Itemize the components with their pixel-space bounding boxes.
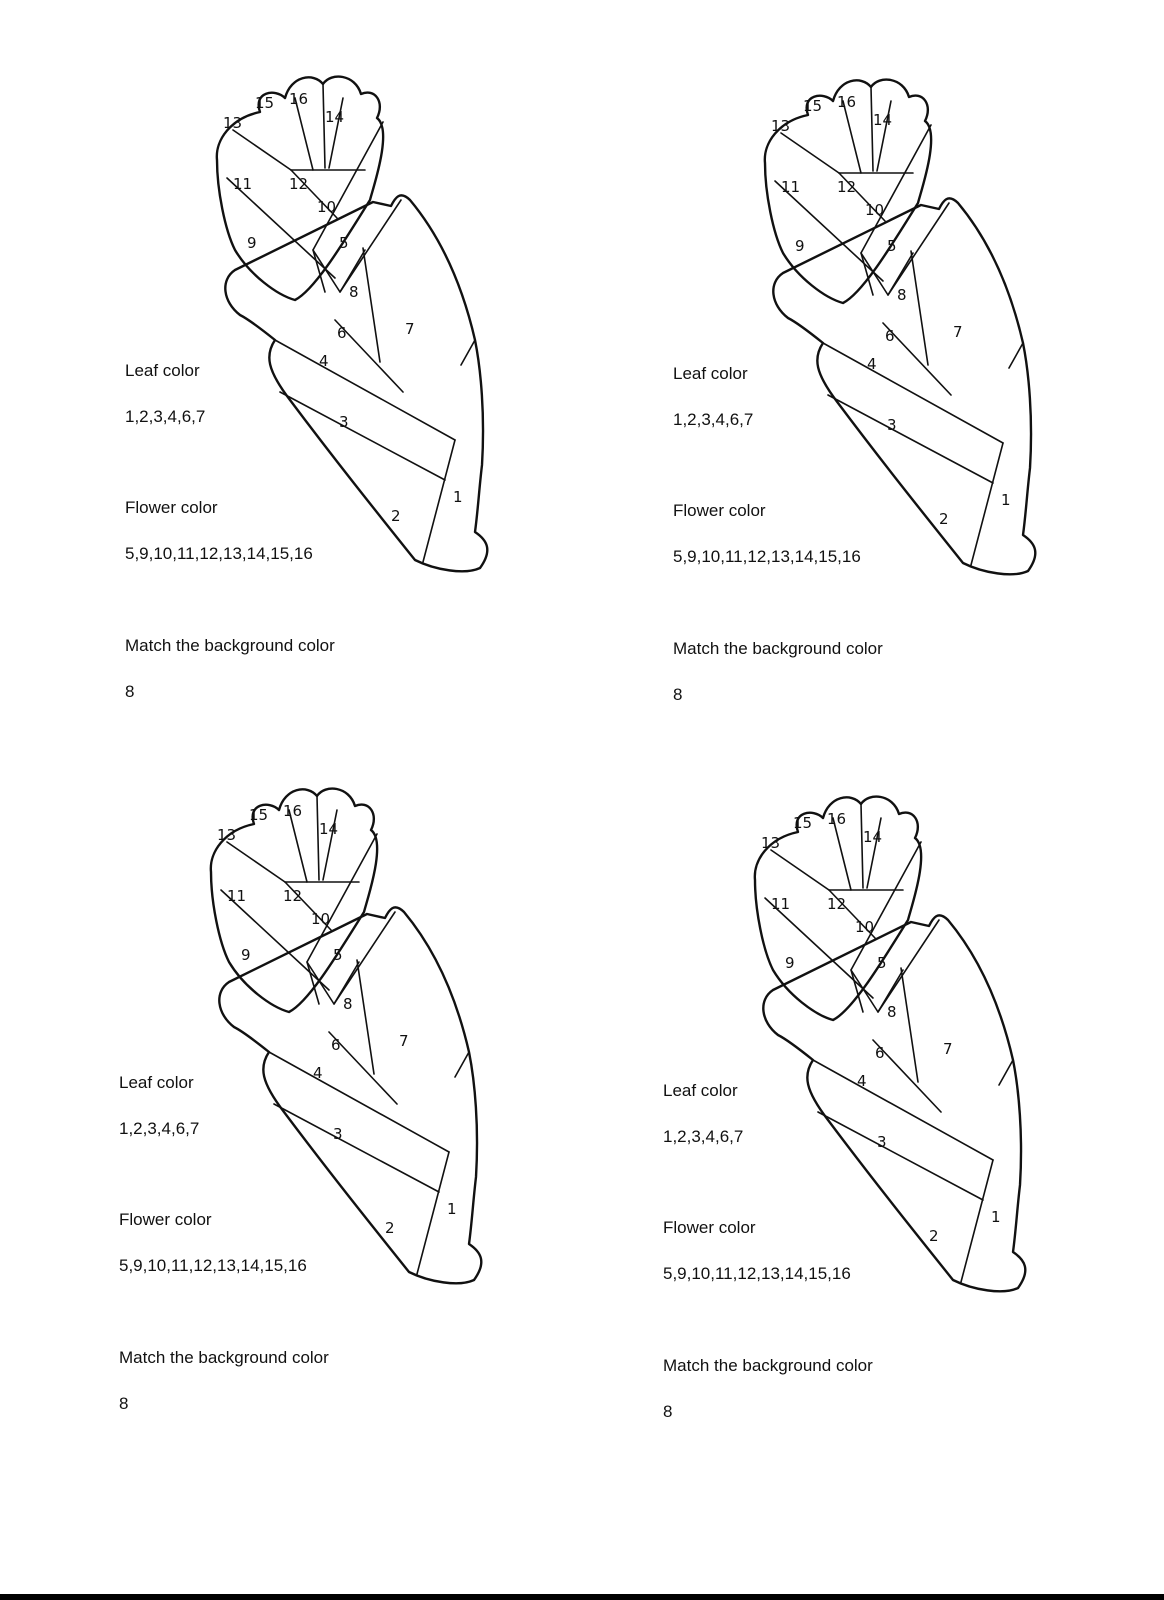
- seam-group: [765, 804, 1013, 1282]
- section-number: 1: [1001, 491, 1011, 509]
- leaf-color-value: 1,2,3,4,6,7: [125, 407, 206, 426]
- seam-line: [871, 87, 873, 171]
- section-number: 12: [837, 178, 857, 196]
- section-number: 6: [331, 1036, 341, 1054]
- seam-line: [999, 1060, 1013, 1085]
- seam-line: [323, 84, 325, 168]
- section-number: 6: [885, 327, 895, 345]
- section-number: 13: [771, 117, 791, 135]
- seam-group: [227, 84, 475, 562]
- seam-group: [775, 87, 1023, 565]
- leaf-color-label: Leaf color: [663, 1081, 738, 1100]
- outline-group: [211, 789, 481, 1284]
- leaf-color-label: Leaf color: [673, 364, 748, 383]
- section-number: 10: [855, 918, 875, 936]
- seam-line: [357, 960, 374, 1074]
- background-color-label: Match the background color: [125, 636, 335, 655]
- background-color-label: Match the background color: [119, 1348, 329, 1367]
- section-number: 4: [867, 355, 877, 373]
- section-number: 8: [349, 283, 359, 301]
- seam-line: [823, 343, 1003, 443]
- seam-line: [843, 101, 861, 173]
- section-number: 10: [317, 198, 337, 216]
- section-number: 5: [887, 237, 897, 255]
- section-number: 1: [991, 1208, 1001, 1226]
- section-number: 13: [223, 114, 243, 132]
- background-color-value: 8: [673, 685, 683, 704]
- section-number: 7: [405, 320, 415, 338]
- leaf-color-value: 1,2,3,4,6,7: [119, 1119, 200, 1138]
- section-number: 15: [803, 97, 823, 115]
- section-number: 6: [875, 1044, 885, 1062]
- section-number-group: [223, 90, 463, 525]
- section-number: 14: [325, 108, 345, 126]
- pattern-panel-top-left: [125, 70, 625, 730]
- section-number: 11: [771, 895, 791, 913]
- section-number: 5: [339, 234, 349, 252]
- section-number: 8: [343, 995, 353, 1013]
- section-number: 2: [391, 507, 401, 525]
- section-number: 2: [385, 1219, 395, 1237]
- section-number: 9: [785, 954, 795, 972]
- seam-line: [455, 1052, 469, 1077]
- flower-color-value: 5,9,10,11,12,13,14,15,16: [673, 547, 861, 566]
- flower-pattern-drawing: [189, 782, 489, 1292]
- section-number: 15: [793, 814, 813, 832]
- leaf-outline: [225, 195, 487, 571]
- section-number: 1: [453, 488, 463, 506]
- section-number: 10: [311, 910, 331, 928]
- section-number: 13: [761, 834, 781, 852]
- seam-line: [818, 1112, 983, 1200]
- flower-color-value: 5,9,10,11,12,13,14,15,16: [125, 544, 313, 563]
- section-number: 11: [227, 887, 247, 905]
- seam-line: [911, 251, 928, 365]
- section-number: 7: [953, 323, 963, 341]
- section-number: 13: [217, 826, 237, 844]
- pattern-panel-bottom-right: [663, 790, 1163, 1450]
- section-number: 16: [283, 802, 303, 820]
- flower-color-value: 5,9,10,11,12,13,14,15,16: [663, 1264, 851, 1283]
- seam-line: [269, 1052, 449, 1152]
- seam-line: [423, 440, 455, 562]
- section-number: 15: [255, 94, 275, 112]
- flower-color-value: 5,9,10,11,12,13,14,15,16: [119, 1256, 307, 1275]
- background-color-value: 8: [119, 1394, 129, 1413]
- leaf-color-label: Leaf color: [119, 1073, 194, 1092]
- section-number: 3: [887, 416, 897, 434]
- seam-line: [461, 340, 475, 365]
- seam-line: [275, 340, 455, 440]
- section-number: 3: [339, 413, 349, 431]
- seam-line: [781, 133, 839, 173]
- section-number: 4: [857, 1072, 867, 1090]
- section-number-group: [771, 93, 1011, 528]
- section-number: 1: [447, 1200, 457, 1218]
- seam-line: [295, 98, 313, 170]
- seam-line: [971, 443, 1003, 565]
- section-number: 3: [333, 1125, 343, 1143]
- flower-pattern: [189, 782, 489, 1292]
- seam-line: [828, 395, 993, 483]
- seam-line: [289, 810, 307, 882]
- seam-line: [227, 842, 285, 882]
- leaf-color-value: 1,2,3,4,6,7: [663, 1127, 744, 1146]
- seam-line: [363, 248, 380, 362]
- leaf-color-value: 1,2,3,4,6,7: [673, 410, 754, 429]
- flower-pattern: [195, 70, 495, 580]
- seam-group: [221, 796, 469, 1274]
- seam-line: [274, 1104, 439, 1192]
- flower-color-label: Flower color: [119, 1210, 212, 1229]
- section-number: 16: [837, 93, 857, 111]
- section-number: 8: [897, 286, 907, 304]
- section-number: 11: [233, 175, 253, 193]
- flower-color-label: Flower color: [125, 498, 218, 517]
- seam-line: [813, 1060, 993, 1160]
- section-number-group: [217, 802, 457, 1237]
- section-number: 6: [337, 324, 347, 342]
- section-number: 5: [333, 946, 343, 964]
- section-number: 16: [827, 810, 847, 828]
- section-number: 4: [313, 1064, 323, 1082]
- flower-pattern-drawing: [195, 70, 495, 580]
- section-number: 14: [319, 820, 339, 838]
- outline-group: [765, 80, 1035, 575]
- section-number: 9: [795, 237, 805, 255]
- page-bottom-edge: [0, 1594, 1164, 1600]
- flower-pattern: [733, 790, 1033, 1300]
- pattern-panel-top-right: [673, 73, 1164, 733]
- flower-pattern: [743, 73, 1043, 583]
- section-number: 16: [289, 90, 309, 108]
- section-number: 12: [289, 175, 309, 193]
- section-number: 11: [781, 178, 801, 196]
- leaf-color-label: Leaf color: [125, 361, 200, 380]
- seam-line: [1009, 343, 1023, 368]
- section-number: 9: [247, 234, 257, 252]
- seam-line: [833, 818, 851, 890]
- pattern-panel-bottom-left: [119, 782, 619, 1442]
- section-number-group: [761, 810, 1001, 1245]
- flower-pattern-drawing: [733, 790, 1033, 1300]
- section-number: 2: [939, 510, 949, 528]
- section-number: 15: [249, 806, 269, 824]
- leaf-outline: [219, 907, 481, 1283]
- section-number: 7: [943, 1040, 953, 1058]
- section-number: 14: [863, 828, 883, 846]
- seam-line: [961, 1160, 993, 1282]
- flower-color-label: Flower color: [663, 1218, 756, 1237]
- seam-line: [771, 850, 829, 890]
- seam-line: [280, 392, 445, 480]
- outline-group: [755, 797, 1025, 1292]
- leaf-outline: [763, 915, 1025, 1291]
- section-number: 14: [873, 111, 893, 129]
- section-number: 5: [877, 954, 887, 972]
- section-number: 9: [241, 946, 251, 964]
- section-number: 2: [929, 1227, 939, 1245]
- section-number: 7: [399, 1032, 409, 1050]
- flower-color-label: Flower color: [673, 501, 766, 520]
- seam-line: [317, 796, 319, 880]
- background-color-value: 8: [125, 682, 135, 701]
- seam-line: [233, 130, 291, 170]
- section-number: 12: [283, 887, 303, 905]
- outline-group: [217, 77, 487, 572]
- background-color-value: 8: [663, 1402, 673, 1421]
- background-color-label: Match the background color: [673, 639, 883, 658]
- section-number: 12: [827, 895, 847, 913]
- background-color-label: Match the background color: [663, 1356, 873, 1375]
- section-number: 10: [865, 201, 885, 219]
- seam-line: [417, 1152, 449, 1274]
- section-number: 3: [877, 1133, 887, 1151]
- section-number: 8: [887, 1003, 897, 1021]
- seam-line: [861, 804, 863, 888]
- leaf-outline: [773, 198, 1035, 574]
- section-number: 4: [319, 352, 329, 370]
- flower-pattern-drawing: [743, 73, 1043, 583]
- seam-line: [901, 968, 918, 1082]
